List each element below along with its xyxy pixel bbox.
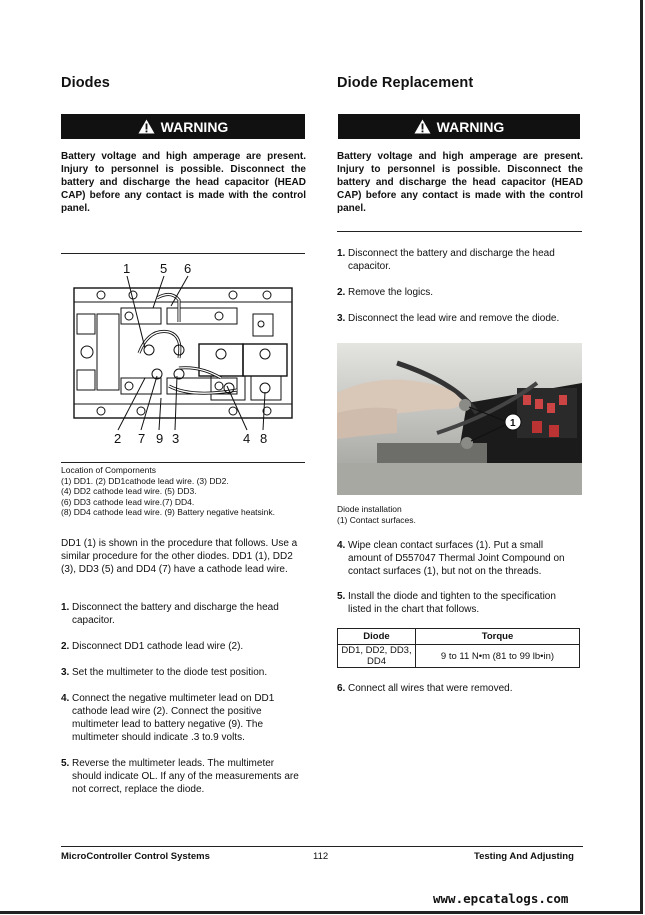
- step-item: [61, 757, 299, 796]
- caption-line: (6) DD3 cathode lead wire.(7) DD4.: [61, 496, 195, 507]
- page-border-bottom: [0, 911, 643, 914]
- diodes-heading: Diodes: [61, 75, 110, 91]
- figure-label: 8: [260, 431, 268, 446]
- step-text: Reverse the multimeter leads. The multimeter should indicate OL. If any of the measurements are not correct, replace the diode.: [72, 758, 299, 795]
- warning-label: WARNING: [436, 118, 505, 135]
- step-number: 4.: [61, 693, 70, 704]
- figure-label: 6: [184, 261, 192, 276]
- step-text: Connect all wires that were removed.: [348, 683, 513, 694]
- caption-line: (8) DD4 cathode lead wire. (9) Battery negative heatsink.: [61, 507, 276, 517]
- photo-callout: 1: [510, 418, 516, 429]
- figure-bottom-rule: [61, 462, 305, 463]
- step-item: [61, 692, 299, 744]
- step-number: 5.: [61, 758, 70, 769]
- step-item: [61, 640, 299, 653]
- table-cell: DD1, DD2, DD3, DD4: [338, 645, 416, 668]
- step-item: [337, 286, 577, 299]
- table-cell: 9 to 11 N•m (81 to 99 lb•in): [416, 645, 580, 668]
- diode-replacement-heading: Diode Replacement: [337, 75, 474, 91]
- watermark-url[interactable]: www.epcatalogs.com: [433, 891, 569, 906]
- figure-label: 1: [123, 261, 131, 276]
- page-border-right: [640, 0, 643, 912]
- table-header: Torque: [416, 629, 580, 645]
- table-row: [338, 645, 580, 668]
- section-rule: [337, 231, 582, 232]
- footer-rule: [61, 846, 583, 847]
- step-number: 3.: [337, 313, 346, 324]
- table-header-row: [338, 629, 580, 645]
- step-number: 2.: [337, 287, 346, 298]
- figure-label: 3: [172, 431, 180, 446]
- warning-banner-right: [338, 114, 580, 139]
- step-text: Disconnect the battery and discharge the head capacitor.: [72, 602, 279, 626]
- step-text: Disconnect the battery and discharge the head capacitor.: [348, 248, 555, 272]
- warning-banner-left: [61, 114, 305, 139]
- step-number: 5.: [337, 591, 346, 602]
- footer-manual-title: MicroController Control Systems: [61, 851, 210, 862]
- torque-table: [337, 628, 580, 668]
- step-text: Remove the logics.: [348, 287, 434, 298]
- warning-text-left: Battery voltage and high amperage are present. Injury to personnel is possible. Disconnect the battery and discharge the head capacitor (HEAD CAP) before any contact is made with the control panel.: [61, 151, 306, 214]
- step-text: Disconnect the lead wire and remove the diode.: [348, 313, 560, 324]
- step-number: 3.: [61, 667, 70, 678]
- step-item: [61, 666, 299, 679]
- step-text: Disconnect DD1 cathode lead wire (2).: [72, 641, 244, 652]
- photo-illustration: [337, 343, 582, 495]
- step-item: [337, 590, 577, 616]
- figure-caption-left: [61, 465, 305, 518]
- step-number: 6.: [337, 683, 346, 694]
- caption-line: (4) DD2 cathode lead wire. (5) DD3.: [61, 486, 197, 496]
- figure-label: 2: [114, 431, 122, 446]
- diode-installation-photo: [337, 343, 582, 495]
- step-text: Wipe clean contact surfaces (1). Put a small amount of D557047 Thermal Joint Compound on contact surfaces (1), but not on the threads.: [348, 540, 565, 577]
- figure-label: 4: [243, 431, 251, 446]
- caption-line: (1) DD1. (2) DD1cathode lead wire. (3) DD2.: [61, 475, 229, 486]
- warning-text-right: Battery voltage and high amperage are present. Injury to personnel is possible. Disconnect the battery and discharge the head capacitor (HEAD CAP) before any contact is made with the control panel.: [337, 151, 583, 214]
- panel-schematic: [61, 258, 305, 460]
- figure-caption-right: [337, 504, 582, 525]
- intro-paragraph: DD1 (1) is shown in the procedure that follows. Use a similar procedure for the other diodes. DD1 (1), DD2 (3), DD3 (5) and DD4 (7) have a cathode lead wire.: [61, 538, 298, 575]
- figure-label: 9: [156, 431, 164, 446]
- step-text: Set the multimeter to the diode test position.: [72, 667, 268, 678]
- table-header: Diode: [338, 629, 416, 645]
- step-item: [337, 247, 577, 273]
- step-number: 1.: [337, 248, 346, 259]
- caption-line: Location of Compornents: [61, 465, 156, 475]
- step-text: Connect the negative multimeter lead on DD1 cathode lead wire (2). Connect the positive multimeter lead to battery negative (9). The multimeter should indicate .3 to.9 volts.: [72, 693, 275, 743]
- figure-label: 7: [138, 431, 146, 446]
- caption-line: (1) Contact surfaces.: [337, 514, 416, 525]
- warning-triangle-icon: [138, 119, 155, 134]
- step-number: 2.: [61, 641, 70, 652]
- step-item: [337, 682, 577, 695]
- figure-label: 5: [160, 261, 168, 276]
- footer-section-title: Testing And Adjusting: [474, 851, 574, 862]
- step-item: [337, 539, 577, 578]
- step-number: 1.: [61, 602, 70, 613]
- step-item: [337, 312, 577, 325]
- warning-label: WARNING: [160, 118, 229, 135]
- footer-page-number: 112: [313, 851, 329, 862]
- caption-line: Diode installation: [337, 504, 402, 514]
- warning-triangle-icon: [414, 119, 431, 134]
- step-text: Install the diode and tighten to the specification listed in the chart that follows.: [348, 591, 556, 615]
- step-item: [61, 601, 299, 627]
- diode-location-figure: [61, 258, 305, 460]
- step-number: 4.: [337, 540, 346, 551]
- figure-top-rule: [61, 253, 305, 254]
